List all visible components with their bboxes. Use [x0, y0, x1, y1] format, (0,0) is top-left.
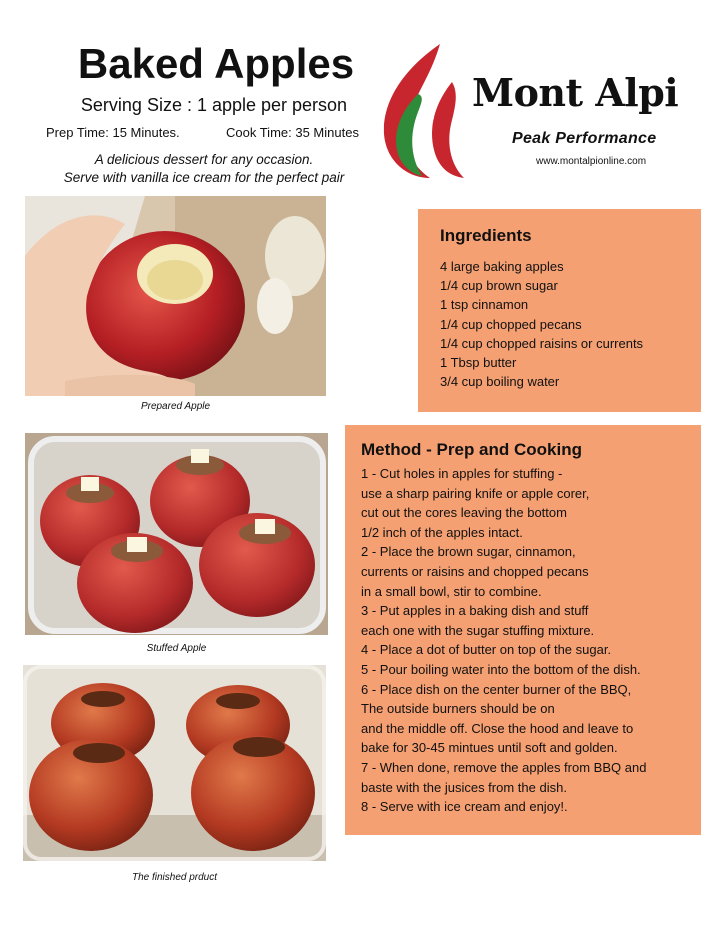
brand-slogan: Peak Performance	[512, 130, 657, 147]
tagline-line: A delicious dessert for any occasion.	[94, 152, 314, 167]
ingredients-title: Ingredients	[440, 226, 532, 245]
method-line: each one with the sugar stuffing mixture.	[361, 622, 595, 638]
ingredients-list	[440, 257, 643, 391]
ingredient-item: 1 Tbsp butter	[440, 355, 517, 371]
cook-time: Cook Time: 35 Minutes	[226, 125, 359, 140]
method-line: cut out the cores leaving the bottom	[361, 505, 567, 521]
ingredient-item: 1/4 cup chopped raisins or currents	[440, 335, 644, 351]
ingredient-item: 1/4 cup brown sugar	[440, 278, 558, 294]
ingredient-item: 1/4 cup chopped pecans	[440, 316, 582, 332]
serving-size: Serving Size : 1 apple per person	[80, 95, 348, 115]
method-line: and the middle off. Close the hood and leave to	[361, 720, 634, 736]
brand-name: Mont Alpi	[472, 70, 679, 115]
recipe-title: Baked Apples	[77, 40, 355, 87]
prepared-apple-photo	[25, 196, 326, 396]
photo-caption: The finished prduct	[131, 872, 218, 883]
photo-caption: Stuffed Apple	[146, 643, 207, 654]
tagline-line: Serve with vanilla ice cream for the perfect pair	[63, 170, 345, 185]
prep-time: Prep Time: 15 Minutes.	[46, 125, 180, 140]
stuffed-apple-photo	[25, 433, 328, 635]
ingredient-item: 3/4 cup boiling water	[440, 374, 560, 390]
method-line: 1/2 inch of the apples intact.	[361, 524, 523, 540]
method-line: 6 - Place dish on the center burner of the BBQ,	[361, 681, 632, 697]
ingredient-item: 4 large baking apples	[440, 259, 564, 274]
method-line: 7 - When done, remove the apples from BBQ and	[361, 759, 647, 775]
method-line: 8 - Serve with ice cream and enjoy!.	[361, 799, 568, 815]
ingredient-item: 1 tsp cinnamon	[440, 297, 529, 313]
flame-logo-icon	[378, 42, 474, 180]
method-title: Method - Prep and Cooking	[361, 440, 582, 459]
method-steps	[361, 464, 646, 817]
method-line: 1 - Cut holes in apples for stuffing -	[361, 466, 563, 481]
method-line: in a small bowl, stir to combine.	[361, 583, 542, 599]
method-line: 4 - Place a dot of butter on top of the sugar.	[361, 642, 612, 658]
brand-website: www.montalpionline.com	[536, 156, 647, 167]
method-line: 2 - Place the brown sugar, cinnamon,	[361, 544, 576, 560]
method-line: baste with the jusices from the dish.	[361, 779, 567, 795]
ingredients-panel	[418, 209, 701, 412]
method-line: The outside burners should be on	[361, 701, 555, 717]
photo-caption: Prepared Apple	[140, 401, 211, 412]
method-line: 5 - Pour boiling water into the bottom of the dish.	[361, 661, 641, 677]
method-line: use a sharp pairing knife or apple corer,	[361, 485, 590, 501]
method-line: 3 - Put apples in a baking dish and stuff	[361, 603, 589, 619]
method-line: currents or raisins and chopped pecans	[361, 563, 589, 579]
method-line: bake for 30-45 mintues until soft and golden.	[361, 740, 618, 756]
method-panel	[345, 425, 701, 835]
finished-product-photo	[23, 665, 326, 861]
